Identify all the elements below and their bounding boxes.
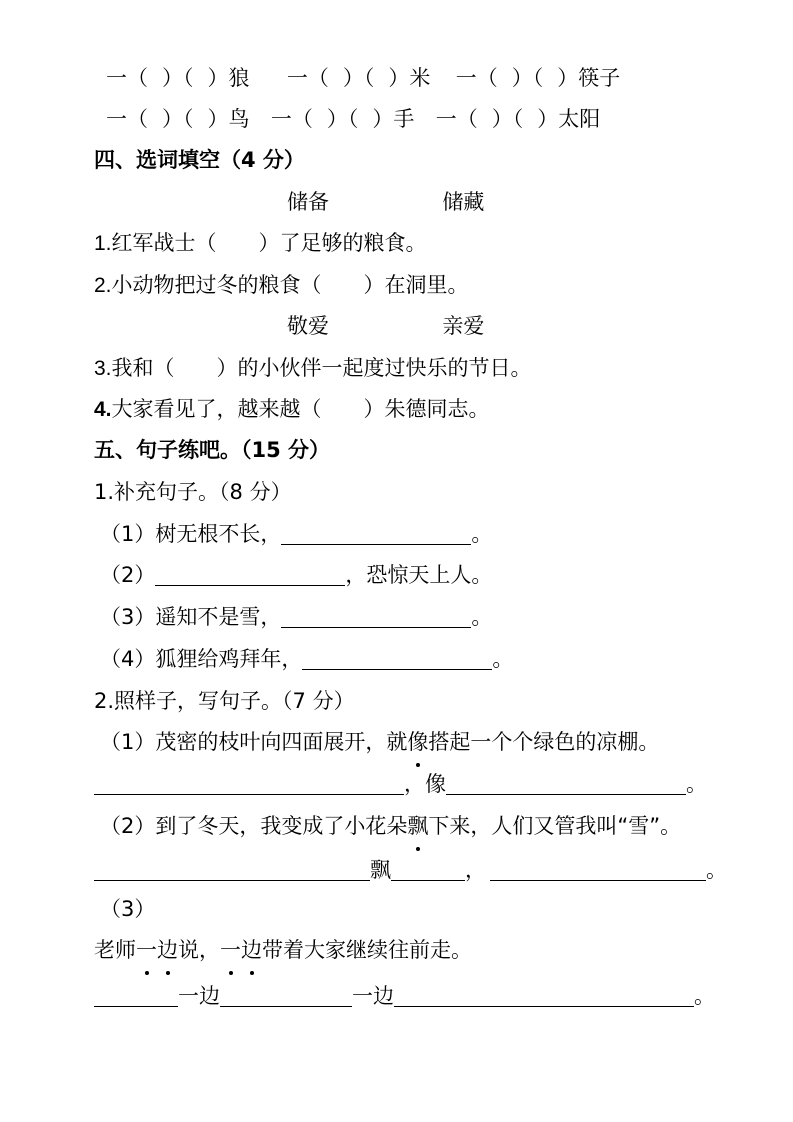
mw-1-1: 一（ ）（ ）狼 [106, 66, 250, 90]
answer-blank[interactable] [281, 518, 471, 545]
answer-blank[interactable] [391, 854, 465, 881]
answer-blank[interactable] [281, 601, 471, 628]
answer-line-3: 一边 一边 。 [94, 978, 715, 1014]
answer-blank[interactable] [446, 768, 686, 795]
example-1: （1）茂密的枝叶向四面展开，就像搭起一个个绿色的凉棚。 [100, 724, 659, 760]
answer-line-1: ，像 。 [94, 766, 707, 802]
measure-word-row-1 [106, 60, 620, 96]
question-4-2: 2.小动物把过冬的粮食（ ）在洞里。 [94, 273, 469, 297]
answer-blank[interactable] [220, 980, 352, 1007]
fill-item-3: （3）遥知不是雪， 。 [100, 599, 492, 635]
fill-item-4: （4）狐狸给鸡拜年， 。 [100, 641, 513, 677]
mw-2-1: 一（ ）（ ）鸟 [106, 107, 250, 131]
answer-blank[interactable] [94, 768, 404, 795]
mw-1-3: 一（ ）（ ）筷子 [455, 66, 621, 90]
part-2-title: 2.照样子，写句子。（7 分） [94, 689, 355, 713]
answer-blank[interactable] [302, 643, 492, 670]
part-1-title: 1.补充句子。（8 分） [94, 480, 292, 504]
question-4-4: 4.大家看见了，越来越（ ）朱德同志。 [94, 397, 490, 421]
word-choice-a: 敬爱 [287, 314, 329, 338]
mw-2-2: 一（ ）（ ）手 [270, 107, 415, 131]
section-5-title: 五、句子练吧。（15 分） [94, 438, 331, 462]
question-4-3: 3.我和（ ）的小伙伴一起度过快乐的节日。 [94, 356, 532, 380]
word-choice-a: 储备 [287, 190, 329, 214]
example-2: （2）到了冬天，我变成了小花朵飘下来，人们又管我叫“雪”。 [100, 808, 681, 844]
answer-blank[interactable] [490, 854, 706, 881]
word-choice-b: 储藏 [442, 190, 485, 214]
word-choice-b: 亲爱 [442, 314, 485, 338]
answer-line-2: 飘 ， 。 [94, 852, 727, 888]
answer-blank[interactable] [155, 559, 345, 586]
fill-item-2: （2） ，恐惊天上人。 [100, 557, 492, 593]
word-choices-2 [287, 308, 484, 344]
mw-2-3: 一（ ）（ ）太阳 [435, 107, 601, 131]
measure-word-row-2 [106, 101, 600, 137]
example-3: 老师一边说，一边带着大家继续往前走。 [94, 932, 472, 968]
answer-blank[interactable] [94, 980, 178, 1007]
fill-item-1: （1）树无根不长， 。 [100, 516, 492, 552]
answer-blank[interactable] [394, 980, 694, 1007]
question-4-1: 1.红军战士（ ）了足够的粮食。 [94, 231, 427, 255]
word-choices-1 [287, 184, 484, 220]
answer-blank[interactable] [94, 854, 370, 881]
example-3-label: （3） [100, 897, 156, 921]
mw-1-2: 一（ ）（ ）米 [286, 66, 431, 90]
section-4-title: 四、选词填空（4 分） [94, 148, 305, 172]
